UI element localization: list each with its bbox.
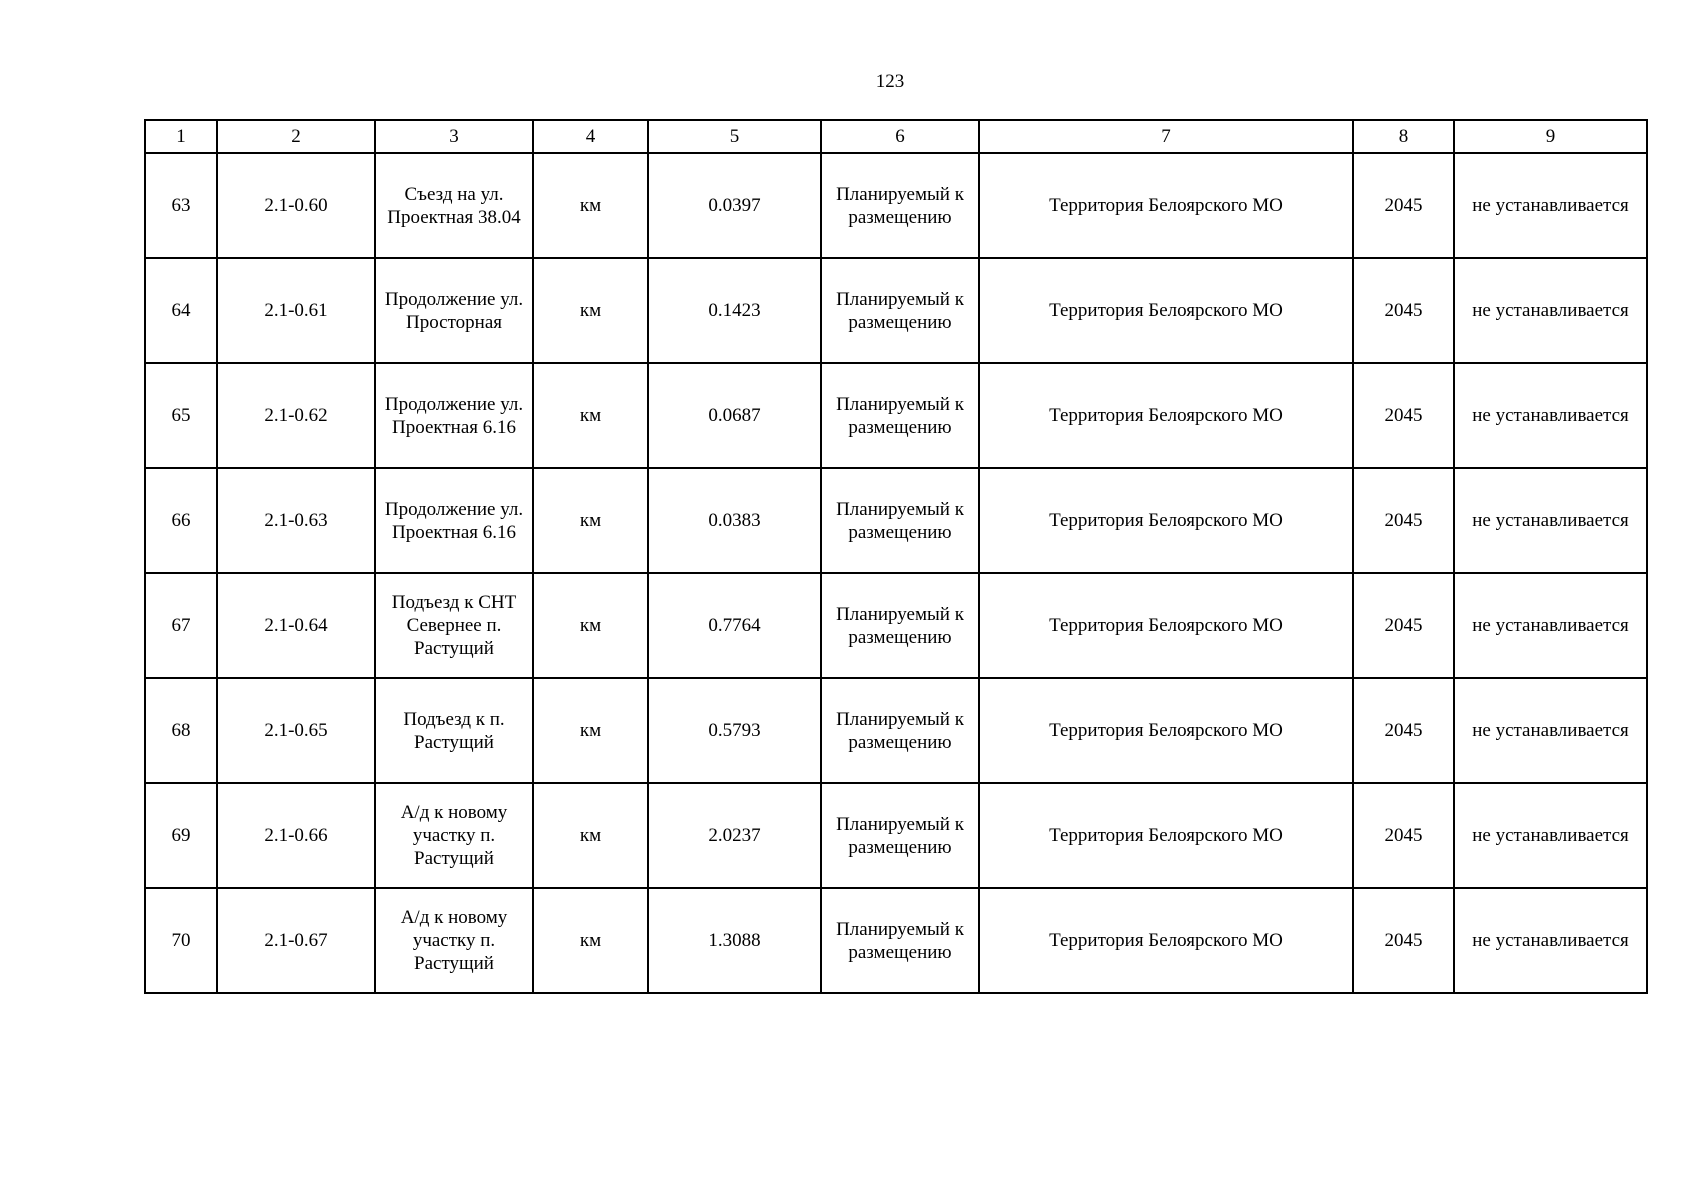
zone-cell: не устанавливается	[1454, 573, 1647, 678]
code-cell: 2.1-0.63	[217, 468, 375, 573]
row-number-cell: 67	[145, 573, 217, 678]
value-cell: 2.0237	[648, 783, 821, 888]
code-cell: 2.1-0.66	[217, 783, 375, 888]
value-cell: 0.0383	[648, 468, 821, 573]
status-cell: Планируемый к размещению	[821, 783, 979, 888]
territory-cell: Территория Белоярского МО	[979, 783, 1353, 888]
territory-cell: Территория Белоярского МО	[979, 468, 1353, 573]
unit-cell: км	[533, 468, 648, 573]
object-name-cell: Подъезд к СНТ Севернее п. Растущий	[375, 573, 533, 678]
column-header: 2	[217, 120, 375, 153]
status-cell: Планируемый к размещению	[821, 363, 979, 468]
column-header: 1	[145, 120, 217, 153]
code-cell: 2.1-0.60	[217, 153, 375, 258]
object-name-cell: Продолжение ул. Просторная	[375, 258, 533, 363]
year-cell: 2045	[1353, 468, 1454, 573]
year-cell: 2045	[1353, 888, 1454, 993]
year-cell: 2045	[1353, 573, 1454, 678]
unit-cell: км	[533, 573, 648, 678]
territory-cell: Территория Белоярского МО	[979, 573, 1353, 678]
column-header: 7	[979, 120, 1353, 153]
year-cell: 2045	[1353, 153, 1454, 258]
zone-cell: не устанавливается	[1454, 888, 1647, 993]
row-number-cell: 63	[145, 153, 217, 258]
table-row	[145, 468, 1647, 573]
zone-cell: не устанавливается	[1454, 258, 1647, 363]
unit-cell: км	[533, 678, 648, 783]
code-cell: 2.1-0.67	[217, 888, 375, 993]
status-cell: Планируемый к размещению	[821, 153, 979, 258]
territory-cell: Территория Белоярского МО	[979, 888, 1353, 993]
zone-cell: не устанавливается	[1454, 363, 1647, 468]
value-cell: 0.7764	[648, 573, 821, 678]
code-cell: 2.1-0.62	[217, 363, 375, 468]
territory-cell: Территория Белоярского МО	[979, 258, 1353, 363]
column-header: 9	[1454, 120, 1647, 153]
zone-cell: не устанавливается	[1454, 153, 1647, 258]
code-cell: 2.1-0.64	[217, 573, 375, 678]
status-cell: Планируемый к размещению	[821, 258, 979, 363]
column-header: 6	[821, 120, 979, 153]
row-number-cell: 69	[145, 783, 217, 888]
column-header: 8	[1353, 120, 1454, 153]
table-row	[145, 363, 1647, 468]
zone-cell: не устанавливается	[1454, 678, 1647, 783]
column-header: 5	[648, 120, 821, 153]
table-row	[145, 783, 1647, 888]
column-header: 3	[375, 120, 533, 153]
territory-cell: Территория Белоярского МО	[979, 153, 1353, 258]
row-number-cell: 68	[145, 678, 217, 783]
object-name-cell: Продолжение ул. Проектная 6.16	[375, 363, 533, 468]
row-number-cell: 66	[145, 468, 217, 573]
zone-cell: не устанавливается	[1454, 783, 1647, 888]
status-cell: Планируемый к размещению	[821, 468, 979, 573]
row-number-cell: 70	[145, 888, 217, 993]
column-header: 4	[533, 120, 648, 153]
object-name-cell: А/д к новому участку п. Растущий	[375, 888, 533, 993]
year-cell: 2045	[1353, 783, 1454, 888]
territory-cell: Территория Белоярского МО	[979, 678, 1353, 783]
value-cell: 0.0397	[648, 153, 821, 258]
object-name-cell: А/д к новому участку п. Растущий	[375, 783, 533, 888]
value-cell: 0.5793	[648, 678, 821, 783]
unit-cell: км	[533, 363, 648, 468]
object-name-cell: Съезд на ул. Проектная 38.04	[375, 153, 533, 258]
value-cell: 1.3088	[648, 888, 821, 993]
table-row	[145, 888, 1647, 993]
row-number-cell: 64	[145, 258, 217, 363]
header-row	[145, 120, 1647, 153]
unit-cell: км	[533, 153, 648, 258]
table-row	[145, 678, 1647, 783]
table-row	[145, 258, 1647, 363]
year-cell: 2045	[1353, 258, 1454, 363]
year-cell: 2045	[1353, 678, 1454, 783]
year-cell: 2045	[1353, 363, 1454, 468]
unit-cell: км	[533, 888, 648, 993]
value-cell: 0.1423	[648, 258, 821, 363]
table-row	[145, 153, 1647, 258]
table-row	[145, 573, 1647, 678]
status-cell: Планируемый к размещению	[821, 888, 979, 993]
unit-cell: км	[533, 258, 648, 363]
row-number-cell: 65	[145, 363, 217, 468]
status-cell: Планируемый к размещению	[821, 573, 979, 678]
data-table	[144, 119, 1648, 994]
territory-cell: Территория Белоярского МО	[979, 363, 1353, 468]
object-name-cell: Продолжение ул. Проектная 6.16	[375, 468, 533, 573]
object-name-cell: Подъезд к п. Растущий	[375, 678, 533, 783]
status-cell: Планируемый к размещению	[821, 678, 979, 783]
value-cell: 0.0687	[648, 363, 821, 468]
zone-cell: не устанавливается	[1454, 468, 1647, 573]
code-cell: 2.1-0.65	[217, 678, 375, 783]
unit-cell: км	[533, 783, 648, 888]
page-number: 123	[875, 71, 905, 92]
code-cell: 2.1-0.61	[217, 258, 375, 363]
